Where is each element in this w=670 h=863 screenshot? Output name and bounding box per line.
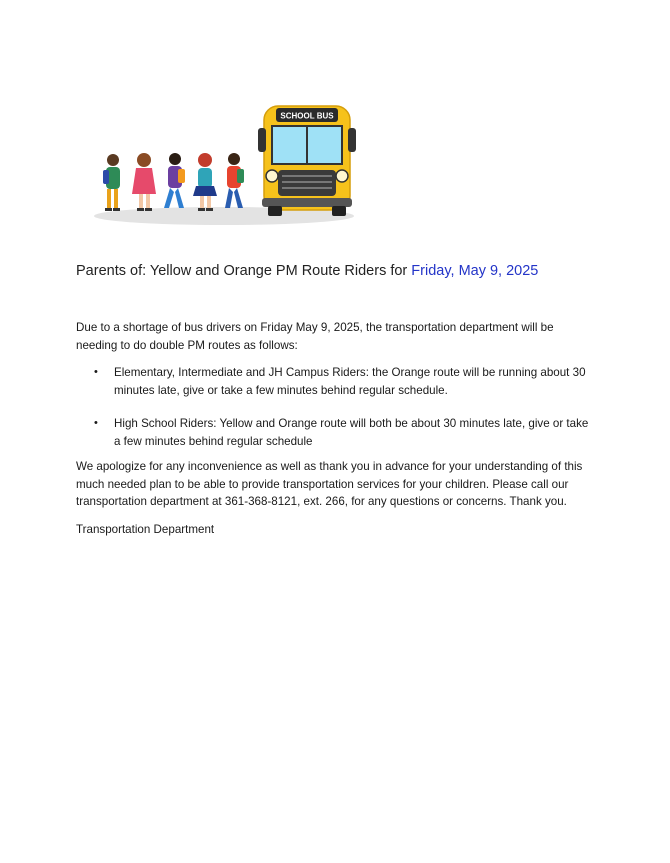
page-title <box>76 263 636 279</box>
child-figure <box>103 154 120 211</box>
signoff: Transportation Department <box>76 522 215 536</box>
intro-paragraph: Due to a shortage of bus drivers on Friday May 9, 2025, the transportation department will be needing to do double PM routes as follows: <box>76 321 554 352</box>
letter-body <box>76 319 596 538</box>
list-item <box>76 415 596 450</box>
child-figure <box>132 153 156 211</box>
child-figure <box>193 153 217 211</box>
list-item-text: High School Riders: Yellow and Orange route will both be about 30 minutes late, give or take a few minutes behind regular schedule <box>114 417 589 448</box>
bus-sign-text: SCHOOL BUS <box>280 111 334 121</box>
headline-date: Friday, May 9, 2025 <box>411 263 539 279</box>
route-list <box>76 364 596 450</box>
headline-prefix: Parents of: Yellow and Orange PM Route Riders for <box>76 263 412 279</box>
child-figure <box>225 153 244 208</box>
list-item <box>76 364 596 399</box>
school-bus-with-children-icon <box>92 98 364 230</box>
list-item-text: Elementary, Intermediate and JH Campus Riders: the Orange route will be running about 30 minutes late, give or take a few minutes behind regular schedule. <box>114 366 586 397</box>
school-bus-illustration <box>92 98 364 230</box>
closing-paragraph: We apologize for any inconvenience as well as thank you in advance for your understanding of this much needed plan to be able to provide transportation services for your children. Please call our transportation department at 361-368-8121, ext. 266, for any questions or concerns. Thank you. <box>76 460 583 508</box>
school-bus <box>258 106 356 216</box>
bullet-icon: • <box>94 366 98 378</box>
child-figure <box>164 153 185 208</box>
bullet-icon: • <box>94 417 98 429</box>
